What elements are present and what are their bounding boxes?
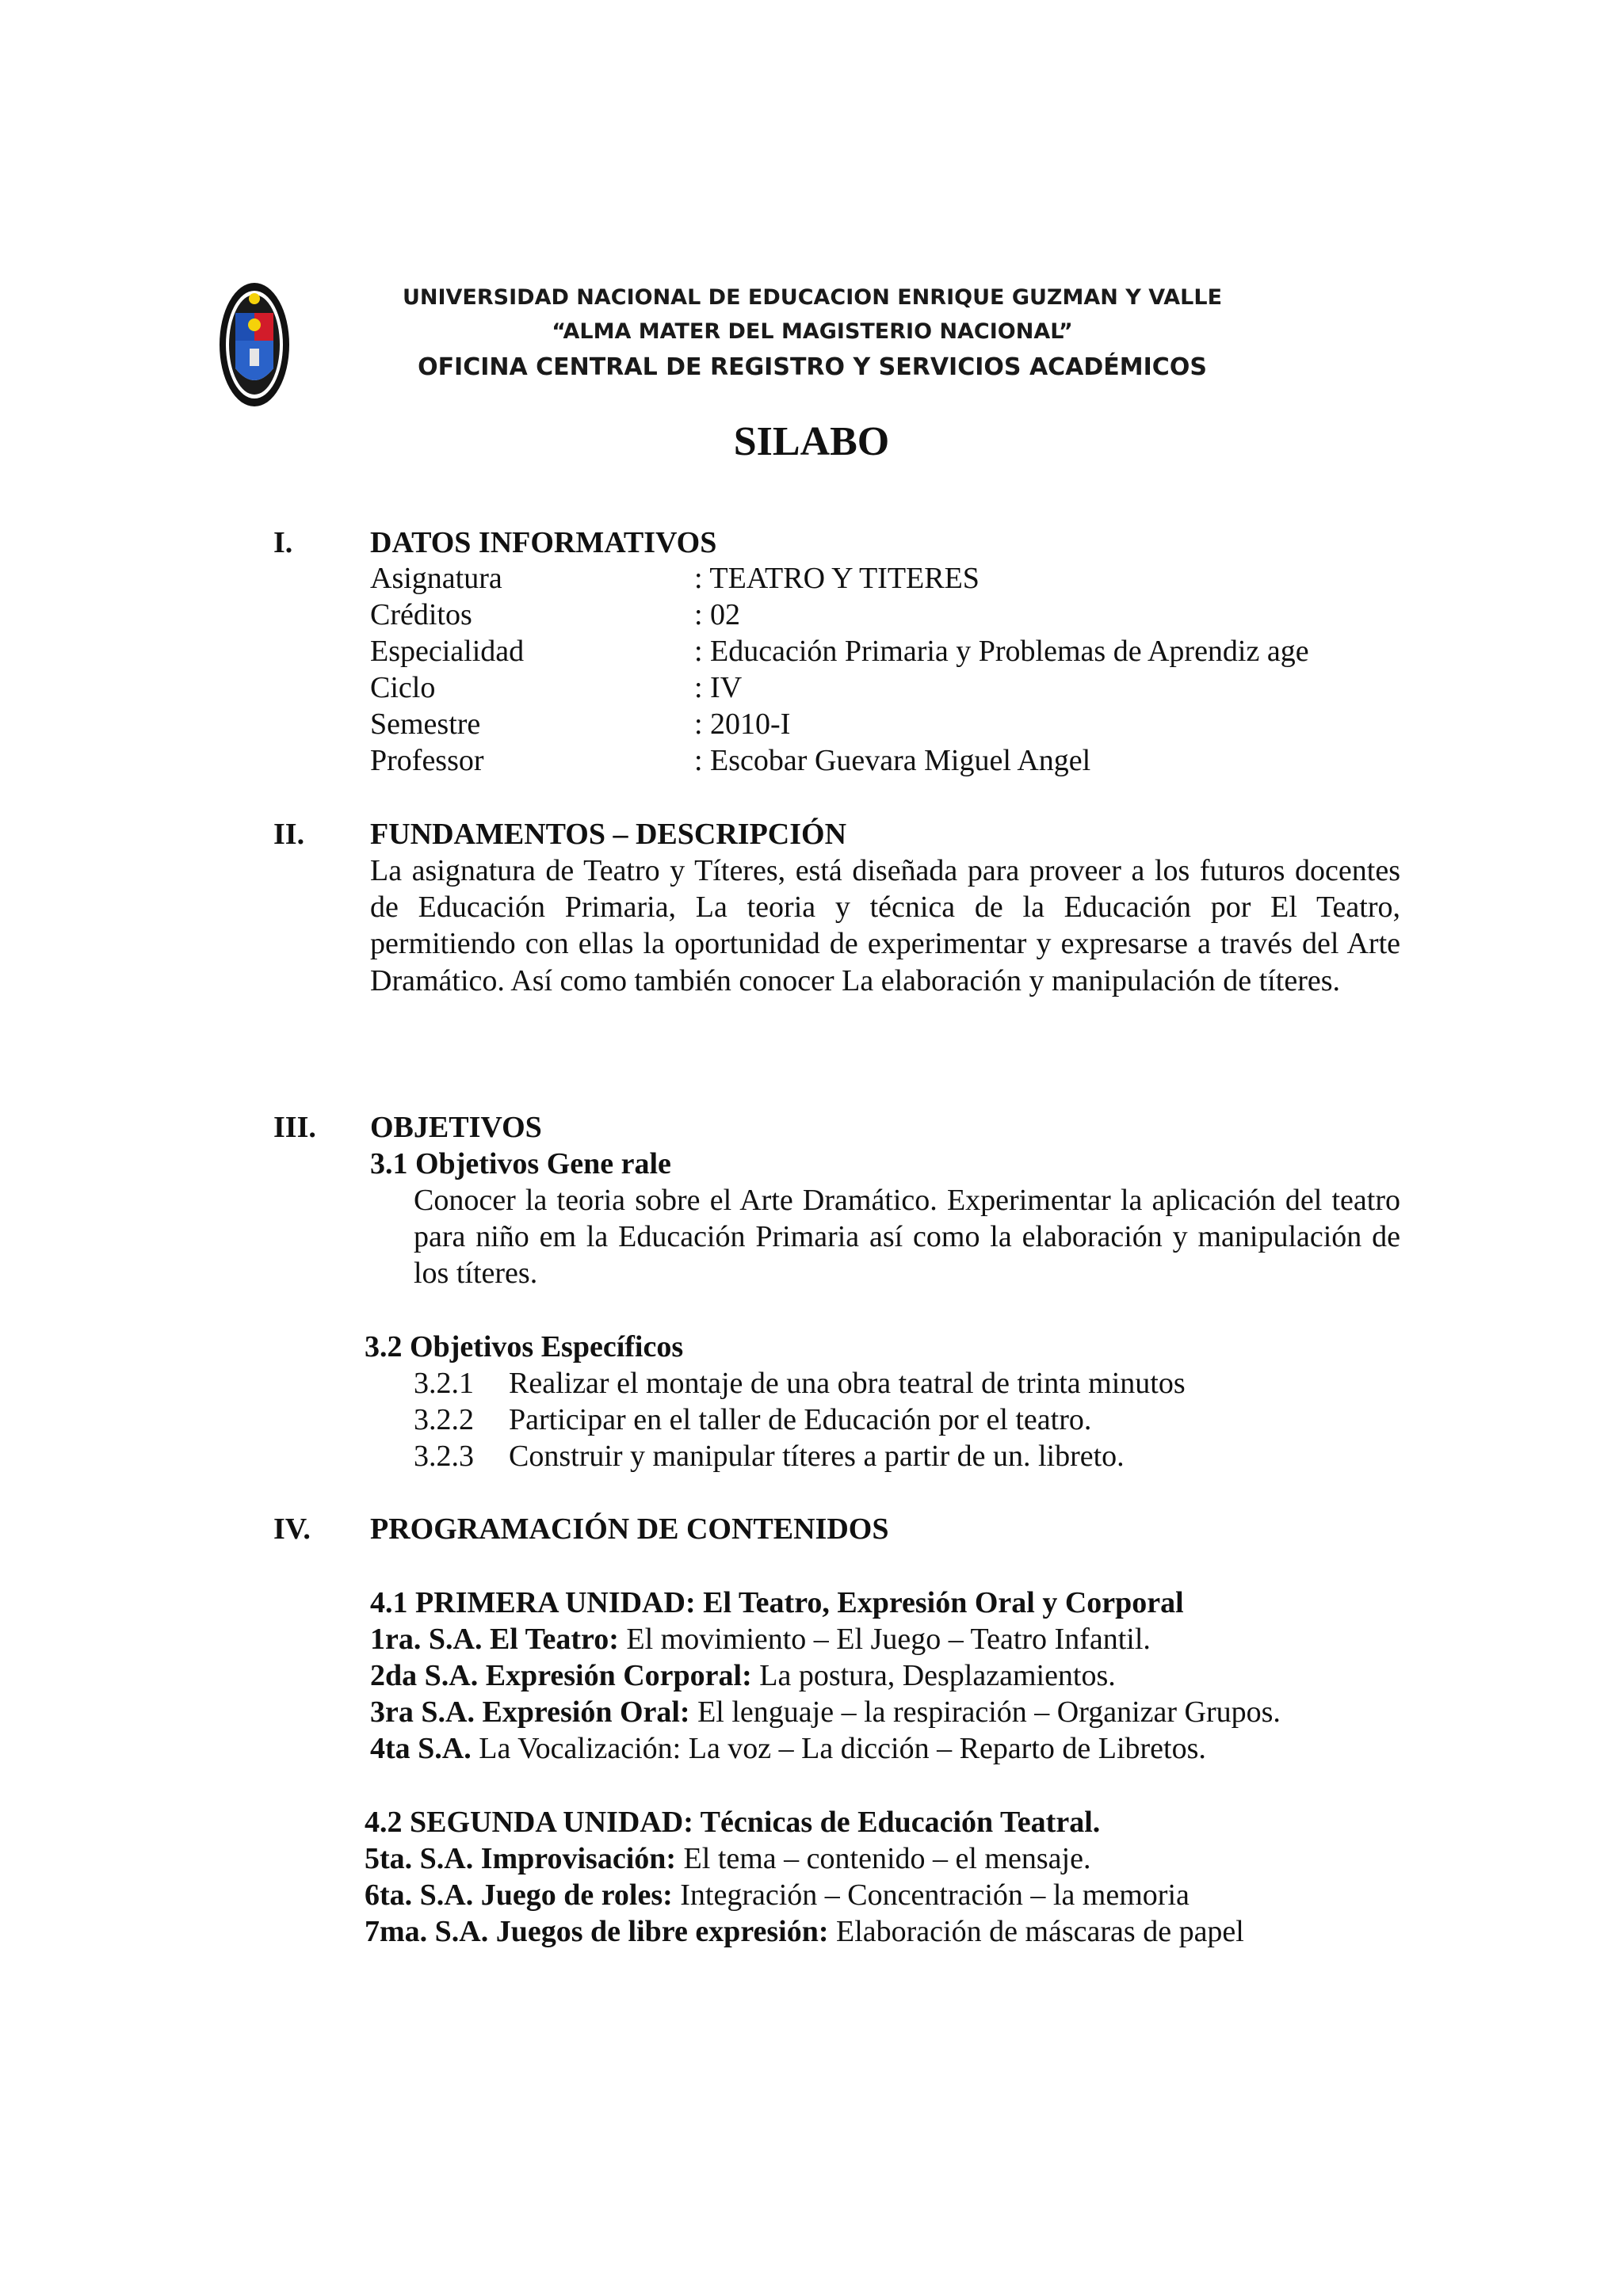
unit-item-head: 1ra. S.A. El Teatro: xyxy=(370,1623,619,1656)
field-label: Professor xyxy=(370,744,484,777)
field-value: : TEATRO Y TITERES xyxy=(694,562,980,595)
field-label: Créditos xyxy=(370,598,472,631)
unit-item xyxy=(365,1913,1244,1950)
unit-item-head: 4ta S.A. xyxy=(370,1732,472,1765)
unit-item-text: El movimiento – El Juego – Teatro Infantil. xyxy=(618,1623,1151,1656)
field-value: : IV xyxy=(694,671,743,704)
field-label: Semestre xyxy=(370,707,481,741)
university-name: UNIVERSIDAD NACIONAL DE EDUCACION ENRIQUE GUZMAN Y VALLE xyxy=(402,285,1223,310)
unit-item xyxy=(370,1730,1206,1767)
unit-item xyxy=(370,1621,1151,1657)
unit-item-text: Integración – Concentración – la memoria xyxy=(672,1878,1190,1912)
section-2-paragraph: La asignatura de Teatro y Títeres, está diseñada para proveer a los futuros docentes de Educación Primaria, La teoria y técnica de la Educación por El Teatro, permitiendo con ellas la oportunidad de experimentar y expresarse a través del Arte Dramático. Así como también conocer La elaboración y manipulación de títeres. xyxy=(370,854,1400,997)
section-1-title: DATOS INFORMATIVOS xyxy=(370,526,717,559)
unit-item xyxy=(370,1657,1116,1694)
general-objectives-text: Conocer la teoria sobre el Arte Dramático. Experimentar la aplicación del teatro para niño em la Educación Primaria así como la elaboración y manipulación de los títeres. xyxy=(414,1184,1400,1291)
specific-objective-number: 3.2.2 xyxy=(414,1403,474,1436)
unit-item-text: Elaboración de máscaras de papel xyxy=(828,1915,1244,1948)
section-3-title: OBJETIVOS xyxy=(370,1111,542,1144)
unit-item xyxy=(365,1877,1190,1913)
field-value: : 02 xyxy=(694,598,741,631)
unit-item-head: 2da S.A. Expresión Corporal: xyxy=(370,1659,752,1692)
field-label: Ciclo xyxy=(370,671,436,704)
specific-objective-number: 3.2.3 xyxy=(414,1440,474,1473)
field-value: : Educación Primaria y Problemas de Aprendiz age xyxy=(694,635,1309,668)
unit-item-head: 5ta. S.A. Improvisación: xyxy=(365,1842,677,1875)
field-label: Asignatura xyxy=(370,562,502,595)
unit-item-text: La Vocalización: La voz – La dicción – Reparto de Libretos. xyxy=(471,1732,1206,1765)
specific-objective-text: Realizar el montaje de una obra teatral de trinta minutos xyxy=(509,1367,1186,1400)
section-3-number: III. xyxy=(273,1111,316,1144)
unit-item-text: El lenguaje – la respiración – Organizar Grupos. xyxy=(689,1695,1281,1729)
specific-objective-text: Participar en el taller de Educación por el teatro. xyxy=(509,1403,1092,1436)
specific-objective-number: 3.2.1 xyxy=(414,1367,474,1400)
document-title: SILABO xyxy=(733,419,890,464)
section-2-number: II. xyxy=(273,818,305,851)
unit-item-text: El tema – contenido – el mensaje. xyxy=(676,1842,1091,1875)
field-label: Especialidad xyxy=(370,635,525,668)
unit-1-title: 4.1 PRIMERA UNIDAD: El Teatro, Expresión Oral y Corporal xyxy=(370,1586,1184,1619)
unit-item-head: 3ra S.A. Expresión Oral: xyxy=(370,1695,690,1729)
section-2-title: FUNDAMENTOS – DESCRIPCIÓN xyxy=(370,818,847,851)
specific-objectives-title: 3.2 Objetivos Específicos xyxy=(365,1330,684,1363)
unit-item-head: 6ta. S.A. Juego de roles: xyxy=(365,1878,673,1912)
specific-objective-text: Construir y manipular títeres a partir de un. libreto. xyxy=(509,1440,1125,1473)
field-value: : 2010-I xyxy=(694,707,791,741)
unit-item xyxy=(370,1694,1281,1730)
field-value: : Escobar Guevara Miguel Angel xyxy=(694,744,1091,777)
office-name: OFICINA CENTRAL DE REGISTRO Y SERVICIOS ACADÉMICOS xyxy=(418,353,1207,381)
general-objectives-title: 3.1 Objetivos Gene rale xyxy=(370,1147,671,1180)
unit-item-text: La postura, Desplazamientos. xyxy=(751,1659,1116,1692)
section-1-number: I. xyxy=(273,526,293,559)
unit-item xyxy=(365,1840,1090,1877)
unit-2-title: 4.2 SEGUNDA UNIDAD: Técnicas de Educación Teatral. xyxy=(365,1806,1101,1839)
section-4-title: PROGRAMACIÓN DE CONTENIDOS xyxy=(370,1512,889,1546)
section-4-number: IV. xyxy=(273,1512,311,1546)
university-motto: “ALMA MATER DEL MAGISTERIO NACIONAL” xyxy=(552,319,1073,344)
unit-item-head: 7ma. S.A. Juegos de libre expresión: xyxy=(365,1915,829,1948)
